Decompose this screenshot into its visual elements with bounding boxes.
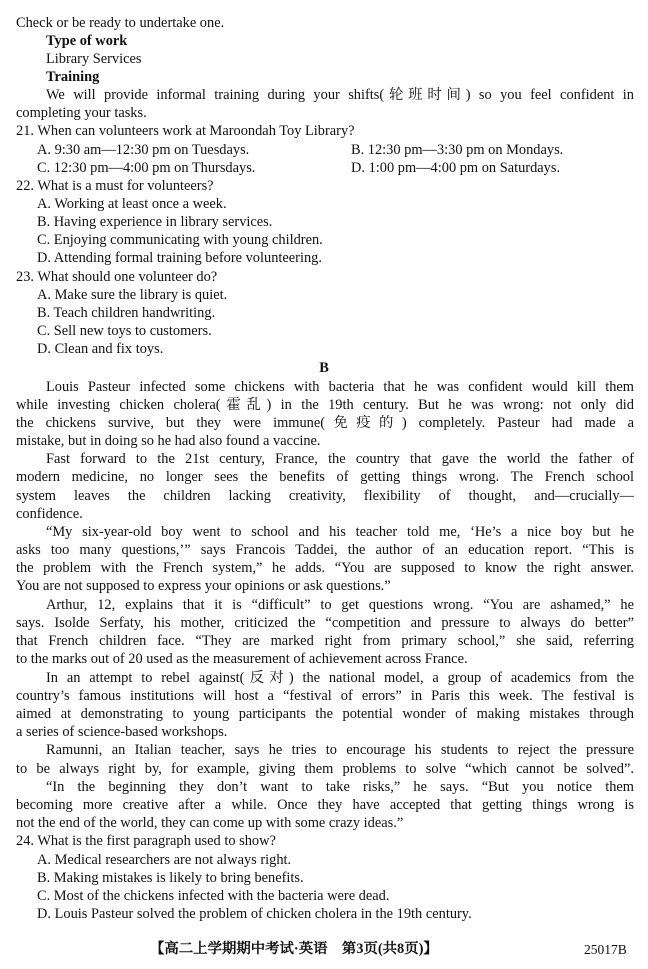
text-line: Fast forward to the 21st century, France, the country that gave the world the father of: [46, 451, 634, 467]
text-line: B. Teach children handwriting.: [37, 305, 216, 321]
text-line: C. Most of the chickens infected with the bacteria were dead.: [37, 888, 390, 904]
text-line: Library Services: [46, 51, 142, 67]
text-line: asks too many questions,’” says Francois Taddei, the author of an education report. “This is: [16, 542, 634, 558]
text-line: B. 12:30 pm—3:30 pm on Mondays.: [351, 142, 564, 158]
text-line: Training: [46, 69, 100, 85]
text-line: the chickens survive, but they were immune(免疫的) completely. Pasteur had made a: [16, 415, 634, 431]
text-line: while investing chicken cholera(霍乱) in the 19th century. But he was wrong: not only did: [16, 397, 634, 413]
text-line: A. Medical researchers are not always right.: [37, 852, 292, 868]
text-line: C. Enjoying communicating with young children.: [37, 232, 323, 248]
text-line: We will provide informal training during your shifts(轮班时间) so you feel confident in: [46, 87, 634, 103]
text-line: D. Louis Pasteur solved the problem of chicken cholera in the 19th century.: [37, 906, 472, 922]
text-line: A. Working at least once a week.: [37, 196, 227, 212]
text-line: Ramunni, an Italian teacher, says he tries to encourage his students to reject the pressure: [46, 742, 634, 758]
text-line: confidence.: [16, 506, 83, 522]
text-line: 22. What is a must for volunteers?: [16, 178, 214, 194]
text-line: “My six-year-old boy went to school and his teacher told me, ‘He’s a nice boy but he: [46, 524, 634, 540]
text-line: says. Isolde Serfaty, his mother, criticized the “competition and pressure to always do better”: [16, 615, 634, 631]
text-line: system leaves the children lacking creativity, flexibility of thought, and—crucially—: [16, 488, 634, 504]
text-line: A. 9:30 am—12:30 pm on Tuesdays.: [37, 142, 250, 158]
text-line: 24. What is the first paragraph used to show?: [16, 833, 276, 849]
text-line: Arthur, 12, explains that it is “difficult” to get questions wrong. “You are ashamed,” he: [46, 597, 634, 613]
text-line: Louis Pasteur infected some chickens with bacteria that he was confident would kill them: [46, 379, 634, 395]
text-line: A. Make sure the library is quiet.: [37, 287, 228, 303]
text-line: B: [319, 360, 329, 376]
text-line: aimed at demonstrating to young participants the potential wonder of making mistakes through: [16, 706, 634, 722]
text-line: C. 12:30 pm—4:00 pm on Thursdays.: [37, 160, 256, 176]
text-line: 21. When can volunteers work at Maroondah Toy Library?: [16, 123, 355, 139]
text-line: You are not supposed to express your opinions or ask questions.”: [16, 578, 391, 594]
text-line: Check or be ready to undertake one.: [16, 15, 225, 31]
text-line: 23. What should one volunteer do?: [16, 269, 218, 285]
text-line: D. Attending formal training before volunteering.: [37, 250, 322, 266]
text-line: C. Sell new toys to customers.: [37, 323, 212, 339]
text-line: B. Making mistakes is likely to bring benefits.: [37, 870, 304, 886]
text-line: the problem with the French system,” he adds. “You are supposed to know the right answer.: [16, 560, 634, 576]
text-line: to the marks out of 20 used as the measurement of achievement across France.: [16, 651, 468, 667]
text-line: mistake, but in doing so he had also found a vaccine.: [16, 433, 321, 449]
text-line: becoming more creative after a while. Once they have accepted that getting things wrong is: [16, 797, 634, 813]
text-line: country’s famous institutions will host a “festival of errors” in Paris this week. The festival is: [16, 688, 634, 704]
footer-code: 25017B: [584, 942, 627, 957]
text-line: modern medicine, no longer sees the benefits of getting things wrong. The French school: [16, 469, 634, 485]
text-line: D. 1:00 pm—4:00 pm on Saturdays.: [351, 160, 561, 176]
text-line: to be always right by, for example, giving them problems to solve “which cannot be solved”.: [16, 761, 634, 777]
text-line: that French children face. “They are marked right from primary school,” she said, referring: [16, 633, 634, 649]
text-line: “In the beginning they don’t want to take risks,” he says. “But you notice them: [46, 779, 634, 795]
text-line: not the end of the world, they can come up with some crazy ideas.”: [16, 815, 404, 831]
text-line: completing your tasks.: [16, 105, 147, 121]
text-line: Type of work: [46, 33, 128, 49]
text-line: B. Having experience in library services.: [37, 214, 273, 230]
footer-title: 【高二上学期期中考试·英语 第3页(共8页)】: [150, 941, 438, 957]
text-line: In an attempt to rebel against(反对) the national model, a group of academics from the: [46, 670, 634, 686]
text-line: D. Clean and fix toys.: [37, 341, 164, 357]
text-line: a series of science-based workshops.: [16, 724, 228, 740]
